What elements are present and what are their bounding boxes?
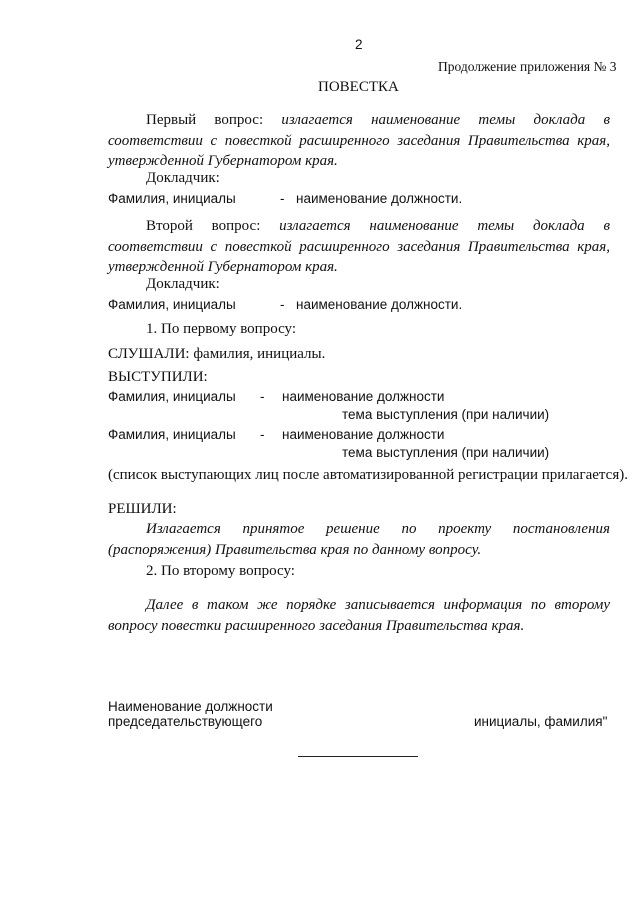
speaker-2-label: Докладчик: xyxy=(146,276,220,292)
decision-text xyxy=(108,519,610,560)
speaker-row-2-topic: тема выступления (при наличии) xyxy=(342,445,550,460)
question-1-text: излагается наименование темы доклада в соответствии с повесткой расширенного заседания Правительства края, утвержденной Губернатором края. xyxy=(108,112,610,169)
question-1-label: Первый вопрос: xyxy=(146,112,282,128)
speaker-1-position: наименование должности. xyxy=(296,191,463,206)
further-text xyxy=(108,595,610,636)
question-2-text: излагается наименование темы доклада в соответствии с повесткой расширенного заседания Правительства края, утвержденной Губернатором края. xyxy=(108,218,610,275)
speaker-2-dash: - xyxy=(280,297,285,312)
speaker-row-2-name: Фамилия, инициалы xyxy=(108,427,236,442)
question-2-label: Второй вопрос: xyxy=(146,218,280,234)
speaker-row-1-dash: - xyxy=(260,389,265,404)
speaker-2-position: наименование должности. xyxy=(296,297,463,312)
continuation-note: Продолжение приложения № 3 xyxy=(438,59,617,74)
speaker-row-1-name: Фамилия, инициалы xyxy=(108,389,236,404)
bottom-rule xyxy=(298,756,418,757)
speaker-row-1-position: наименование должности xyxy=(282,389,445,404)
speaker-1-name: Фамилия, инициалы xyxy=(108,191,236,206)
question-1 xyxy=(108,110,610,172)
signature-position-line-2: председательствующего xyxy=(108,714,263,729)
heard-line: СЛУШАЛИ: фамилия, инициалы. xyxy=(108,346,326,362)
speaker-1-label: Докладчик: xyxy=(146,170,220,186)
speaker-row-2-dash: - xyxy=(260,427,265,442)
section-2-heading: 2. По второму вопросу: xyxy=(146,563,295,579)
spoke-heading: ВЫСТУПИЛИ: xyxy=(108,369,208,385)
signature-name: инициалы, фамилия" xyxy=(474,714,608,729)
speaker-1-dash: - xyxy=(280,191,285,206)
speakers-note: (список выступающих лиц после автоматизированной регистрации прилагается). xyxy=(108,467,628,483)
document-title: ПОВЕСТКА xyxy=(318,79,399,95)
decided-heading: РЕШИЛИ: xyxy=(108,501,177,517)
decision-text-content: Излагается принятое решение по проекту постановления (распоряжения) Правительства края по данному вопросу. xyxy=(108,521,610,558)
section-1-heading: 1. По первому вопросу: xyxy=(146,321,297,337)
further-text-content: Далее в таком же порядке записывается информация по второму вопросу повестки расширенного заседания Правительства края. xyxy=(108,597,610,634)
page-number: 2 xyxy=(355,37,363,52)
speaker-row-2-position: наименование должности xyxy=(282,427,445,442)
speaker-2-name: Фамилия, инициалы xyxy=(108,297,236,312)
speaker-row-1-topic: тема выступления (при наличии) xyxy=(342,407,550,422)
question-2 xyxy=(108,216,610,278)
signature-position-line-1: Наименование должности xyxy=(108,699,273,714)
